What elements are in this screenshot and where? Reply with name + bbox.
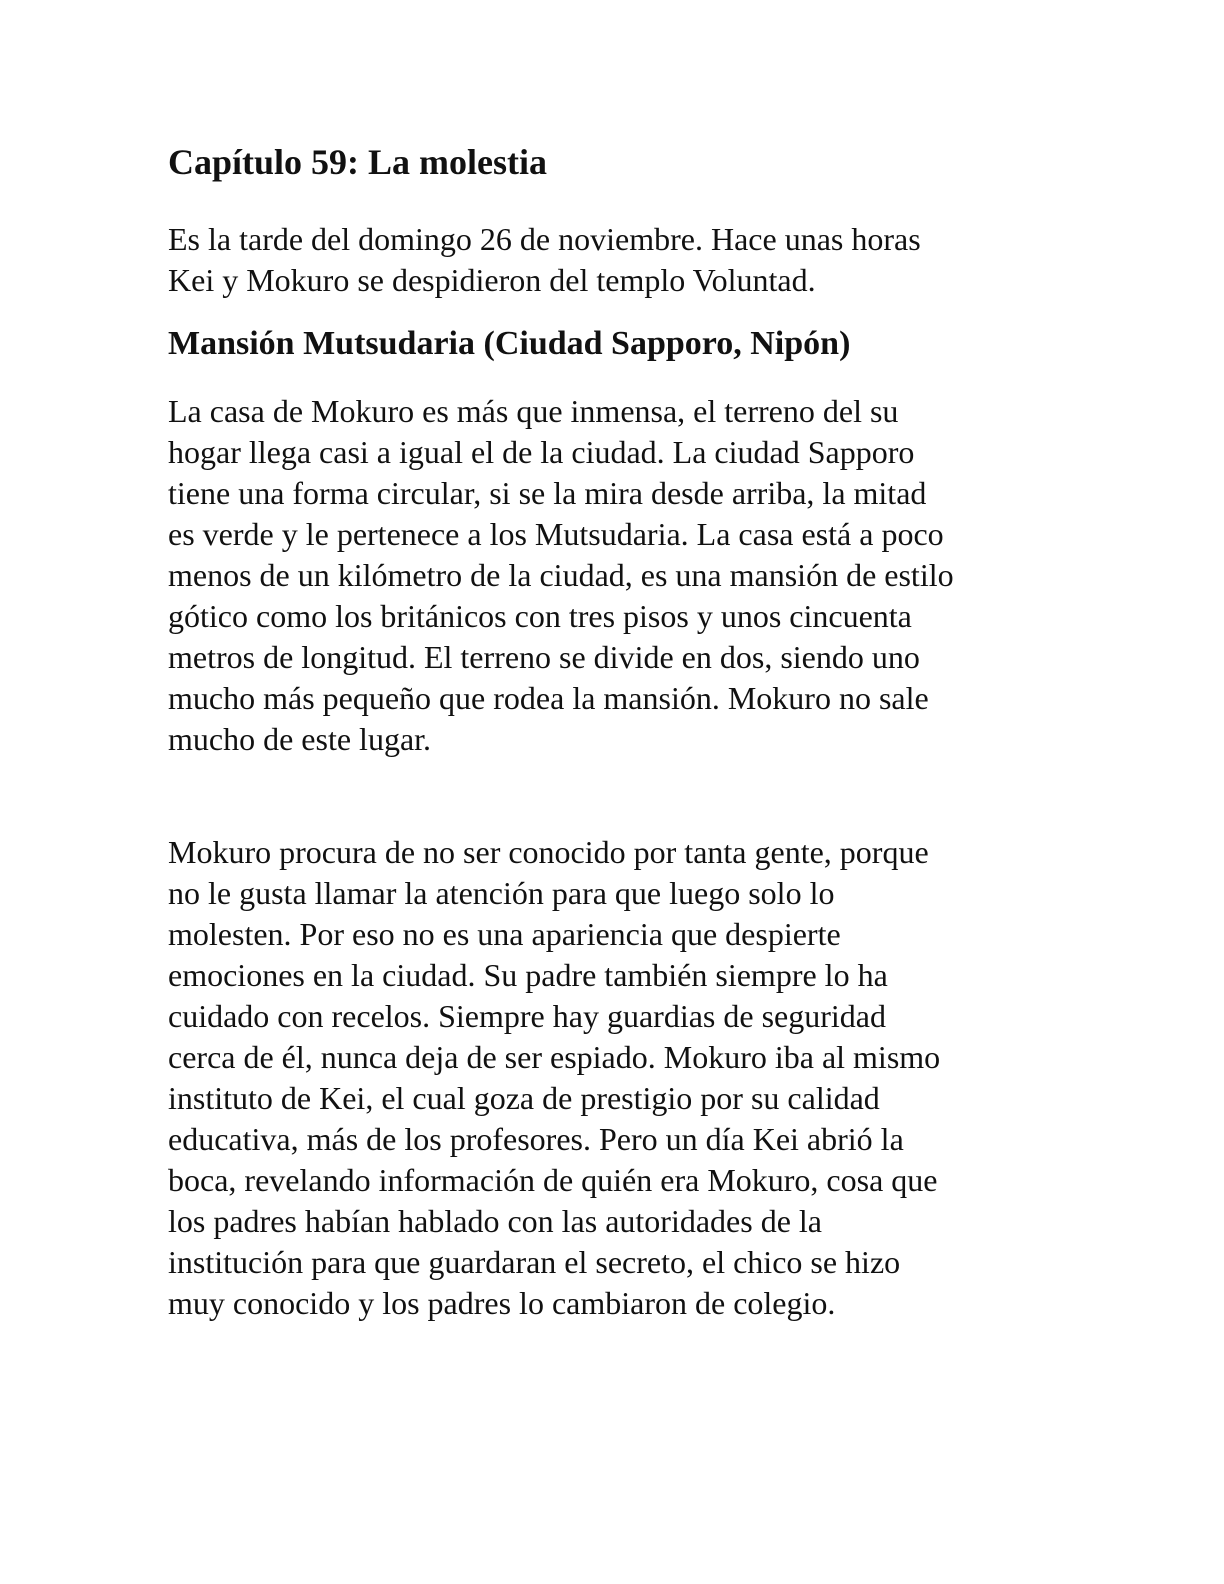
text-line: mucho de este lugar. [168, 721, 432, 757]
text-line: cerca de él, nunca deja de ser espiado. Mokuro iba al mismo [168, 1039, 941, 1075]
text-line: institución para que guardaran el secreto, el chico se hizo [168, 1244, 901, 1280]
text-line: muy conocido y los padres lo cambiaron de colegio. [168, 1285, 836, 1321]
text-line: mucho más pequeño que rodea la mansión. Mokuro no sale [168, 680, 929, 716]
text-line: tiene una forma circular, si se la mira desde arriba, la mitad [168, 475, 927, 511]
intro-paragraph [168, 219, 1058, 301]
text-line: Kei y Mokuro se despidieron del templo Voluntad. [168, 262, 816, 298]
text-line: Es la tarde del domingo 26 de noviembre. Hace unas horas [168, 221, 921, 257]
text-line: hogar llega casi a igual el de la ciudad. La ciudad Sapporo [168, 434, 915, 470]
text-line: cuidado con recelos. Siempre hay guardias de seguridad [168, 998, 886, 1034]
body-paragraph-2 [168, 832, 1058, 1324]
text-line: instituto de Kei, el cual goza de prestigio por su calidad [168, 1080, 880, 1116]
text-line: metros de longitud. El terreno se divide en dos, siendo uno [168, 639, 920, 675]
text-line: menos de un kilómetro de la ciudad, es una mansión de estilo [168, 557, 954, 593]
text-line: educativa, más de los profesores. Pero un día Kei abrió la [168, 1121, 904, 1157]
text-line: es verde y le pertenece a los Mutsudaria. La casa está a poco [168, 516, 944, 552]
text-line: La casa de Mokuro es más que inmensa, el terreno del su [168, 393, 899, 429]
text-line: emociones en la ciudad. Su padre también siempre lo ha [168, 957, 888, 993]
body-paragraph-1 [168, 391, 1058, 760]
chapter-title: Capítulo 59: La molestia [168, 142, 548, 182]
text-line: gótico como los británicos con tres pisos y unos cincuenta [168, 598, 912, 634]
text-line: Mokuro procura de no ser conocido por tanta gente, porque [168, 834, 929, 870]
text-line: los padres habían hablado con las autoridades de la [168, 1203, 822, 1239]
text-line: boca, revelando información de quién era Mokuro, cosa que [168, 1162, 938, 1198]
section-heading: Mansión Mutsudaria (Ciudad Sapporo, Nipón) [168, 325, 851, 362]
document-page [168, 140, 1058, 1324]
text-line: molesten. Por eso no es una apariencia que despierte [168, 916, 841, 952]
text-line: no le gusta llamar la atención para que luego solo lo [168, 875, 835, 911]
